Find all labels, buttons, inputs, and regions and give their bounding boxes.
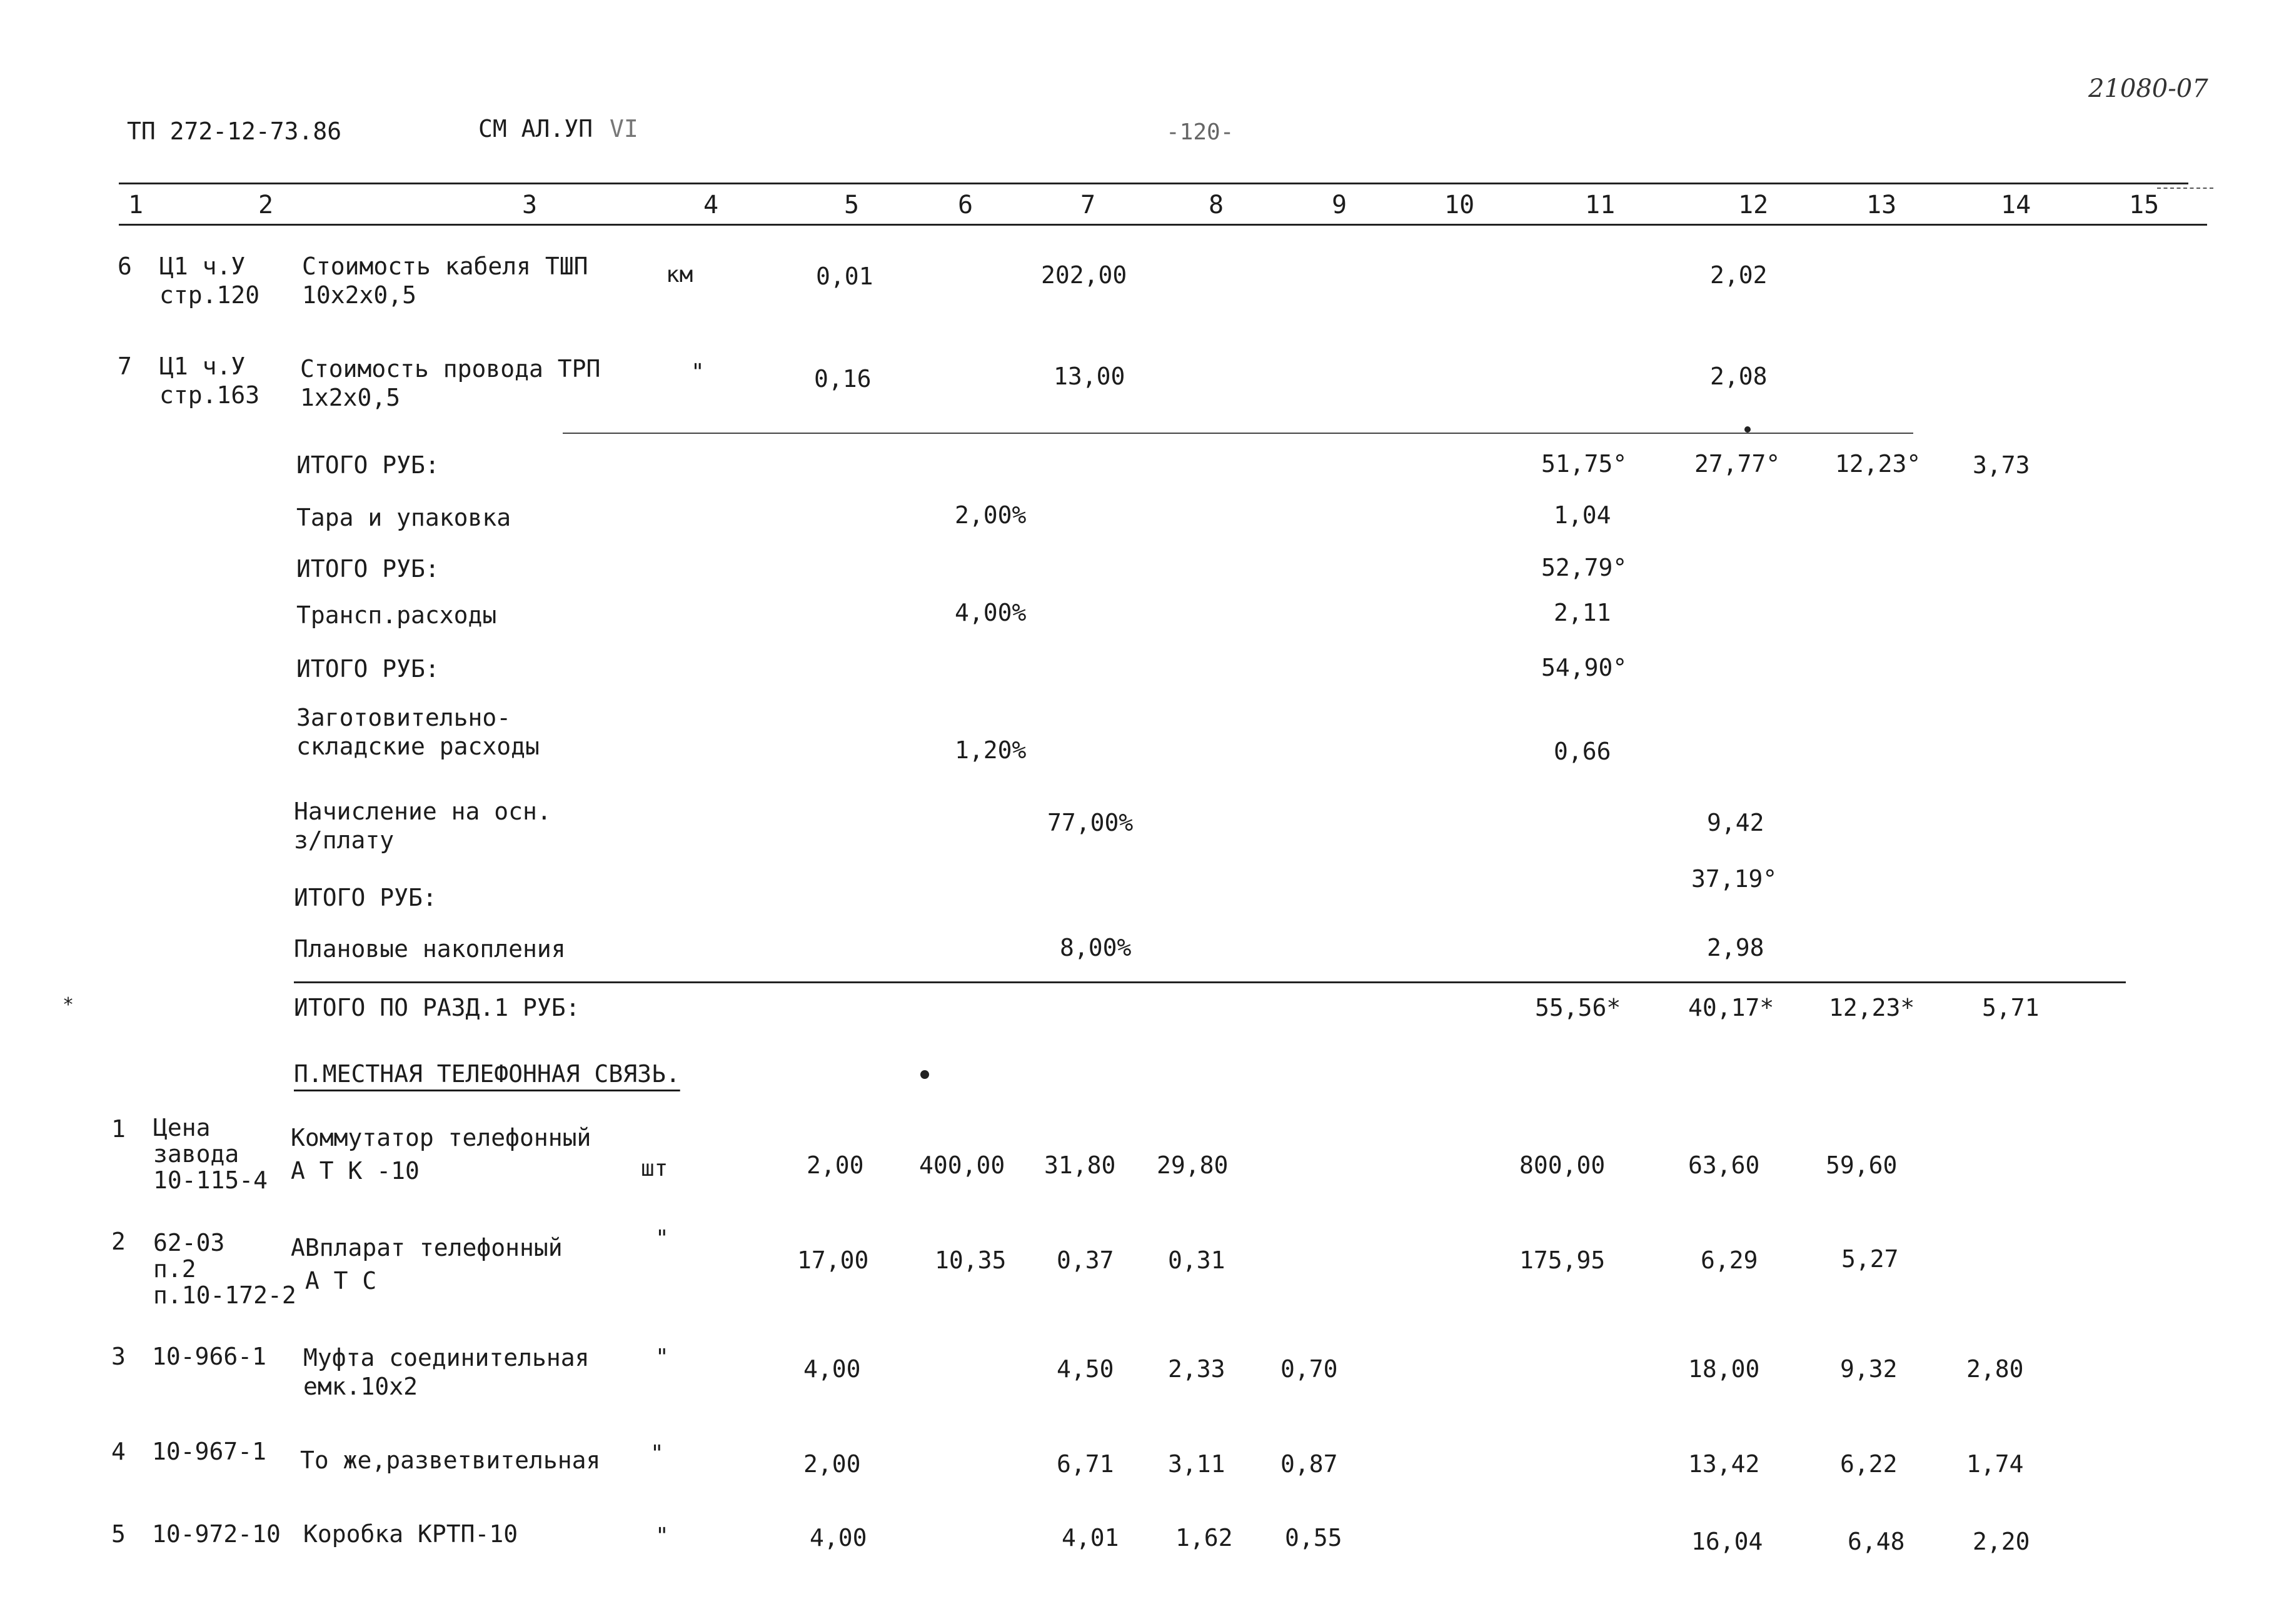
row-reference: 10-966-1 — [152, 1343, 267, 1370]
row-c6: 400,00 — [919, 1151, 1005, 1179]
row-c6: 10,35 — [935, 1246, 1007, 1274]
col-header-2: 2 — [258, 191, 274, 219]
total-label: Начисление на осн. з/плату — [294, 798, 551, 854]
ink-dot — [920, 1070, 929, 1079]
row-c12: 16,04 — [1691, 1528, 1763, 1555]
row-total: 2,02 — [1710, 261, 1768, 289]
total-c12: 27,77° — [1694, 450, 1781, 478]
grand-total-c13: 12,23* — [1829, 994, 1915, 1021]
row-c13: 59,60 — [1826, 1151, 1898, 1179]
row-unit: " — [655, 1226, 669, 1251]
margin-mark: * — [63, 994, 74, 1016]
total-percent: 2,00% — [955, 501, 1027, 529]
row-name: АВпларат телефонный А Т С — [291, 1234, 563, 1295]
ink-dot — [1744, 426, 1751, 433]
total-label: Плановые накопления — [294, 935, 566, 963]
col-header-10: 10 — [1444, 191, 1475, 219]
album-mark: VI — [610, 115, 638, 143]
col-header-8: 8 — [1209, 191, 1224, 219]
row-reference: 62-03 п.2 п.10-172-2 — [153, 1229, 296, 1309]
col-header-11: 11 — [1585, 191, 1616, 219]
row-name: Коробка КРТП-10 — [303, 1520, 518, 1548]
row-c7: 31,80 — [1044, 1151, 1116, 1179]
row-number: 3 — [111, 1343, 126, 1370]
row-c8: 3,11 — [1168, 1450, 1225, 1478]
row-name: То же,разветвительная — [300, 1446, 601, 1474]
col-header-15: 15 — [2129, 191, 2160, 219]
row-unit: " — [655, 1345, 669, 1370]
row-name: Стоимость провода ТРП 1х2х0,5 — [300, 355, 601, 411]
total-label: ИТОГО РУБ: — [294, 884, 437, 911]
row-reference: 10-972-10 — [152, 1520, 281, 1548]
row-quantity: 0,16 — [814, 365, 872, 393]
grand-total-c12: 40,17* — [1688, 994, 1774, 1021]
total-c14: 3,73 — [1973, 451, 2030, 479]
grand-total-label: ИТОГО ПО РАЗД.1 РУБ: — [294, 994, 580, 1021]
row-number: 4 — [111, 1438, 126, 1465]
row-number: 6 — [118, 253, 132, 280]
header-top-rule — [119, 183, 2188, 184]
row-name: Коммутатор телефонный А Т К -10 — [291, 1124, 591, 1185]
total-percent: 77,00% — [1047, 809, 1134, 836]
row-unit-price: 202,00 — [1041, 261, 1127, 289]
row-c12: 13,42 — [1688, 1450, 1760, 1478]
row-number: 7 — [118, 353, 132, 380]
col-header-9: 9 — [1332, 191, 1347, 219]
total-c11: 2,11 — [1554, 599, 1611, 626]
row-c12: 6,29 — [1701, 1246, 1758, 1274]
total-label: ИТОГО РУБ: — [296, 451, 440, 479]
col-header-1: 1 — [128, 191, 144, 219]
total-label: Трансп.расходы — [296, 601, 497, 629]
row-c13: 5,27 — [1841, 1245, 1899, 1273]
row-unit: км — [666, 262, 693, 288]
col-header-13: 13 — [1866, 191, 1897, 219]
col-header-5: 5 — [844, 191, 860, 219]
row-name: Муфта соединительная емк.10х2 — [303, 1344, 590, 1400]
row-c9: 0,87 — [1280, 1450, 1338, 1478]
total-c12: 37,19° — [1691, 865, 1778, 893]
total-c12: 2,98 — [1707, 934, 1764, 961]
row-c8: 0,31 — [1168, 1246, 1225, 1274]
row-c7: 4,01 — [1062, 1524, 1119, 1551]
row-c8: 29,80 — [1157, 1151, 1229, 1179]
row-reference: Цена завода 10-115-4 — [153, 1114, 268, 1194]
total-c11: 52,79° — [1541, 554, 1627, 581]
row-c12: 18,00 — [1688, 1355, 1760, 1383]
row-c7: 6,71 — [1057, 1450, 1114, 1478]
row-total: 2,08 — [1710, 363, 1768, 390]
total-c11: 54,90° — [1541, 654, 1627, 681]
col-header-14: 14 — [2001, 191, 2031, 219]
row-c11: 175,95 — [1519, 1246, 1606, 1274]
total-c11: 1,04 — [1554, 501, 1611, 529]
header-dash — [2157, 188, 2213, 190]
corner-number: 21080-07 — [2088, 74, 2208, 103]
total-percent: 8,00% — [1060, 934, 1132, 961]
row-unit-price: 13,00 — [1054, 363, 1125, 390]
header-bottom-rule — [119, 224, 2207, 226]
row-c14: 1,74 — [1966, 1450, 2024, 1478]
grand-total-c14: 5,71 — [1982, 994, 2040, 1021]
row-c11: 800,00 — [1519, 1151, 1606, 1179]
row-c7: 0,37 — [1057, 1246, 1114, 1274]
row-c13: 9,32 — [1840, 1355, 1898, 1383]
section-title: П.МЕСТНАЯ ТЕЛЕФОННАЯ СВЯЗЬ. — [294, 1060, 680, 1088]
doc-code: ТП 272-12-73.86 — [127, 118, 342, 145]
row-c12: 63,60 — [1688, 1151, 1760, 1179]
row-number: 2 — [111, 1228, 126, 1255]
col-header-3: 3 — [522, 191, 538, 219]
grand-total-c11: 55,56* — [1535, 994, 1621, 1021]
total-percent: 4,00% — [955, 599, 1027, 626]
row-c9: 0,70 — [1280, 1355, 1338, 1383]
section-total-rule — [294, 981, 2126, 983]
row-c8: 2,33 — [1168, 1355, 1225, 1383]
row-quantity: 2,00 — [807, 1151, 864, 1179]
col-header-7: 7 — [1080, 191, 1096, 219]
total-label: Тара и упаковка — [296, 504, 511, 531]
total-percent: 1,20% — [955, 736, 1027, 764]
subtotal-rule — [563, 433, 1913, 434]
total-c13: 12,23° — [1835, 450, 1921, 478]
row-unit: " — [655, 1523, 669, 1549]
row-quantity: 0,01 — [816, 263, 873, 290]
row-c14: 2,80 — [1966, 1355, 2024, 1383]
row-number: 5 — [111, 1520, 126, 1548]
album-code: СМ АЛ.УП — [478, 115, 593, 143]
row-number: 1 — [111, 1115, 126, 1143]
row-unit: шт — [641, 1156, 668, 1181]
row-unit: " — [650, 1441, 664, 1466]
total-c11: 0,66 — [1554, 738, 1611, 765]
row-c13: 6,22 — [1840, 1450, 1898, 1478]
col-header-4: 4 — [703, 191, 719, 219]
row-c7: 4,50 — [1057, 1355, 1114, 1383]
total-c11: 51,75° — [1541, 450, 1627, 478]
row-c14: 2,20 — [1973, 1528, 2030, 1555]
row-c9: 0,55 — [1285, 1524, 1342, 1551]
row-quantity: 2,00 — [803, 1450, 861, 1478]
total-label: ИТОГО РУБ: — [296, 655, 440, 683]
row-unit: " — [691, 359, 705, 385]
total-label: Заготовительно- складские расходы — [296, 704, 540, 760]
row-name: Стоимость кабеля ТШП 10х2х0,5 — [302, 253, 588, 309]
row-reference: Ц1 ч.У стр.163 — [159, 353, 260, 409]
row-reference: Ц1 ч.У стр.120 — [159, 253, 260, 309]
total-label: ИТОГО РУБ: — [296, 555, 440, 583]
row-quantity: 17,00 — [797, 1246, 869, 1274]
row-quantity: 4,00 — [803, 1355, 861, 1383]
row-c13: 6,48 — [1848, 1528, 1905, 1555]
row-c8: 1,62 — [1175, 1524, 1233, 1551]
row-quantity: 4,00 — [810, 1524, 867, 1551]
total-c12: 9,42 — [1707, 809, 1764, 836]
page-number: -120- — [1166, 119, 1234, 145]
col-header-12: 12 — [1738, 191, 1769, 219]
row-reference: 10-967-1 — [152, 1438, 267, 1465]
col-header-6: 6 — [958, 191, 973, 219]
